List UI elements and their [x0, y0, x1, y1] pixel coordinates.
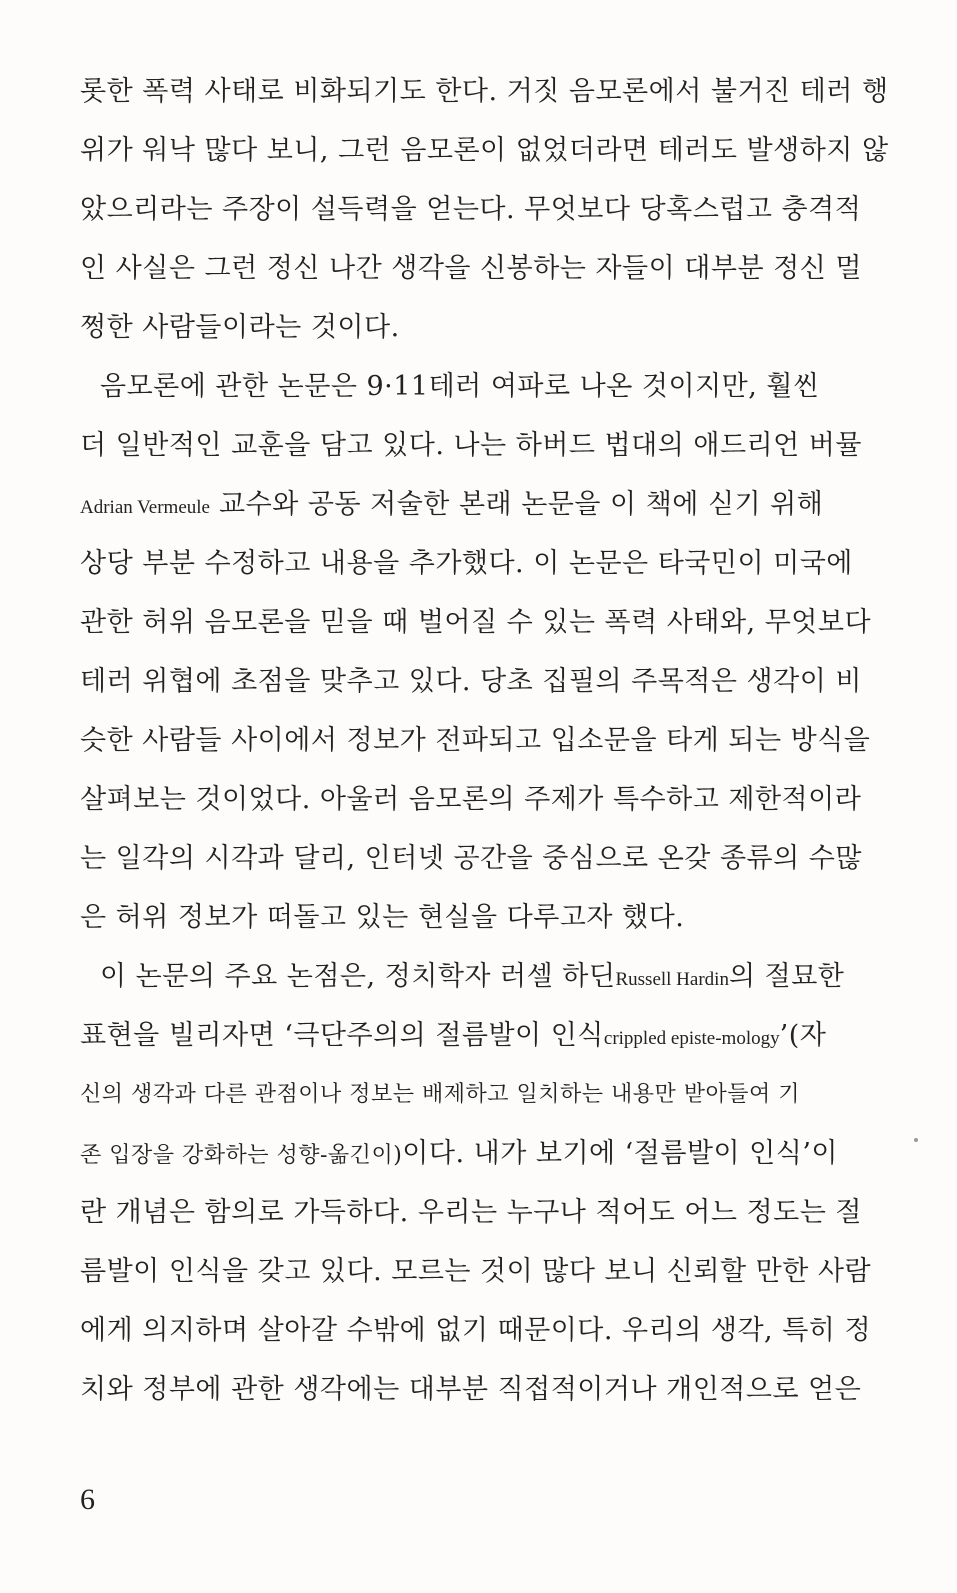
text-segment: 교수와 공동 저술한 본래 논문을 이 책에 싣기 위해: [209, 489, 824, 520]
text-line: 름발이 인식을 갖고 있다. 모르는 것이 많다 보니 신뢰할 만한 사람: [80, 1256, 872, 1287]
text-segment: 표현을 빌리자면 ‘극단주의의 절름발이 인식: [80, 1020, 604, 1051]
paragraph-start-line: 음모론에 관한 논문은 9·11테러 여파로 나온 것이지만, 훨씬: [100, 371, 820, 402]
text-line: 는 일각의 시각과 달리, 인터넷 공간을 중심으로 온갖 종류의 수많: [80, 843, 862, 874]
english-term: Russell Hardin: [615, 969, 729, 990]
text-segment: 이다. 내가 보기에 ‘절름발이 인식’이: [402, 1138, 839, 1169]
page-number: 6: [80, 1483, 95, 1516]
text-segment: 이 논문의 주요 논점은, 정치학자 러셀 하딘: [100, 961, 616, 992]
paper-speck: [914, 1138, 918, 1142]
text-line: 슷한 사람들 사이에서 정보가 전파되고 입소문을 타게 되는 방식을: [80, 725, 871, 756]
text-line: 인 사실은 그런 정신 나간 생각을 신봉하는 자들이 대부분 정신 멀: [80, 253, 862, 284]
text-line-mixed: [80, 1134, 860, 1176]
text-line-mixed: [80, 1016, 860, 1059]
text-line: 살펴보는 것이었다. 아울러 음모론의 주제가 특수하고 제한적이라: [80, 784, 862, 815]
text-line: 위가 워낙 많다 보니, 그런 음모론이 없었더라면 테러도 발생하지 않: [80, 135, 889, 166]
translator-note: 존 입장을 강화하는 성향-옮긴이): [80, 1143, 403, 1168]
text-line: 은 허위 정보가 떠돌고 있는 현실을 다루고자 했다.: [80, 902, 685, 933]
translator-note-line: 신의 생각과 다른 관점이나 정보는 배제하고 일치하는 내용만 받아들여 기: [80, 1082, 801, 1107]
text-line: 롯한 폭력 사태로 비화되기도 한다. 거짓 음모론에서 불거진 테러 행: [80, 76, 889, 107]
text-line: 치와 정부에 관한 생각에는 대부분 직접적이거나 개인적으로 얻은: [80, 1374, 862, 1405]
paragraph-start-line: [100, 957, 880, 1000]
text-line: 관한 허위 음모론을 믿을 때 벌어질 수 있는 폭력 사태와, 무엇보다: [80, 607, 872, 638]
english-term: crippled episte-mology: [603, 1028, 780, 1049]
text-segment: 의 절묘한: [728, 961, 845, 992]
text-line: 았으리라는 주장이 설득력을 얻는다. 무엇보다 당혹스럽고 충격적: [80, 194, 862, 225]
text-segment: ’(자: [779, 1020, 827, 1051]
text-line: 더 일반적인 교훈을 담고 있다. 나는 하버드 법대의 애드리언 버뮬: [80, 430, 862, 461]
text-line: 쩡한 사람들이라는 것이다.: [80, 312, 400, 343]
text-line: 테러 위협에 초점을 맞추고 있다. 당초 집필의 주목적은 생각이 비: [80, 666, 862, 697]
text-line: 란 개념은 함의로 가득하다. 우리는 누구나 적어도 어느 정도는 절: [80, 1197, 862, 1228]
text-line-mixed: [80, 485, 860, 528]
text-line: 상당 부분 수정하고 내용을 추가했다. 이 논문은 타국민이 미국에: [80, 548, 853, 579]
text-line: 에게 의지하며 살아갈 수밖에 없기 때문이다. 우리의 생각, 특히 정: [80, 1315, 872, 1346]
english-term: Adrian Vermeule: [80, 497, 210, 518]
